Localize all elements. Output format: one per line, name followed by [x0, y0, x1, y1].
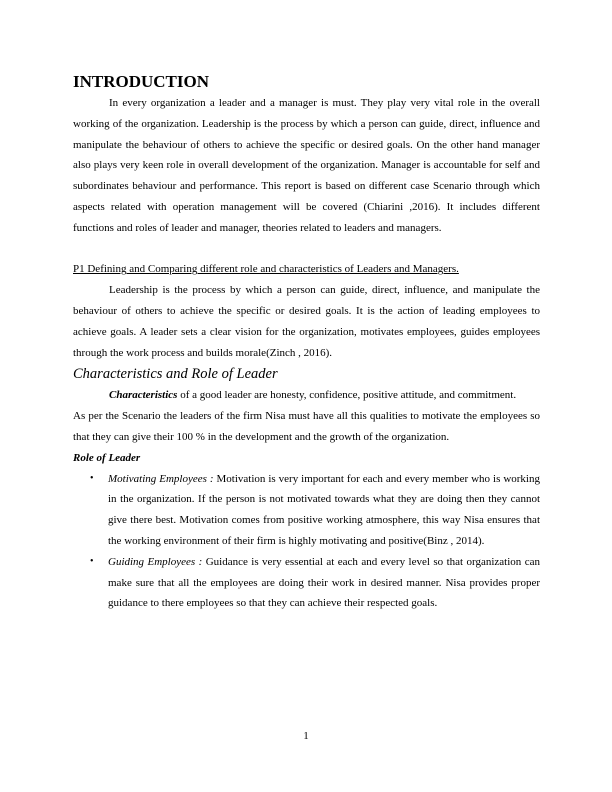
scenario-paragraph: As per the Scenario the leaders of the firm Nisa must have all this qualities to motivate the employees so that they can give their 100 % in the development and the growth of the organization. [73, 410, 540, 443]
spacer [73, 239, 540, 260]
role-text: Guidance is very essential at each and every level so that organization can make sure that all the employees are doing their work in desired manner. Nisa provides proper guidance to there employees so that they can achieve their respected goals. [108, 555, 540, 610]
characteristics-label: Characteristics [109, 389, 178, 402]
characteristics-paragraph [73, 385, 540, 406]
roles-list [73, 469, 540, 615]
list-item [73, 469, 540, 552]
role-heading: Role of Leader [73, 451, 141, 464]
page-content [73, 71, 540, 614]
leadership-paragraph: Leadership is the process by which a person can guide, direct, influence, and manipulate the behaviour of others to achieve the specific or desired goals. It is the action of leading employees to achieve goals. A leader sets a clear vision for the organization, motivates employees, guides employees through the work process and builds morale(Zinch , 2016). [73, 284, 540, 359]
role-label: Motivating Employees : [108, 472, 214, 485]
role-label: Guiding Employees : [108, 555, 203, 568]
page-title: INTRODUCTION [73, 72, 210, 91]
page-number: 1 [303, 730, 309, 742]
list-item [73, 552, 540, 614]
intro-paragraph: In every organization a leader and a manager is must. They play very vital role in the overall working of the organization. Leadership is the process by which a person can guide, direct, influence and manipulate the behaviour of others to achieve the specific or desired goals. On the other hand manager also plays very keen role in overall development of the organization. Manager is accountable for self and subordinates behaviour and performance. This report is based on different case Scenario through which aspects related with operation management will be covered (Chiarini ,2016). It includes different functions and roles of leader and manager, theories related to leaders and managers. [73, 97, 540, 234]
bullet-icon: • [90, 555, 94, 567]
subheading: Characteristics and Role of Leader [73, 366, 278, 383]
characteristics-text: of a good leader are honesty, confidence, positive attitude, and commitment. [177, 389, 517, 402]
bullet-icon: • [90, 472, 94, 484]
role-text: Motivation is very important for each and every member who is working in the organization. If the person is not motivated towards what they are doing then they cannot give there best. Motivation comes from positive working atmosphere, this way Nisa ensures that the working environment of their firm is highly motivating and positive(Binz , 2014). [108, 472, 540, 547]
section-title: P1 Defining and Comparing different role and characteristics of Leaders and Managers. [73, 263, 459, 276]
